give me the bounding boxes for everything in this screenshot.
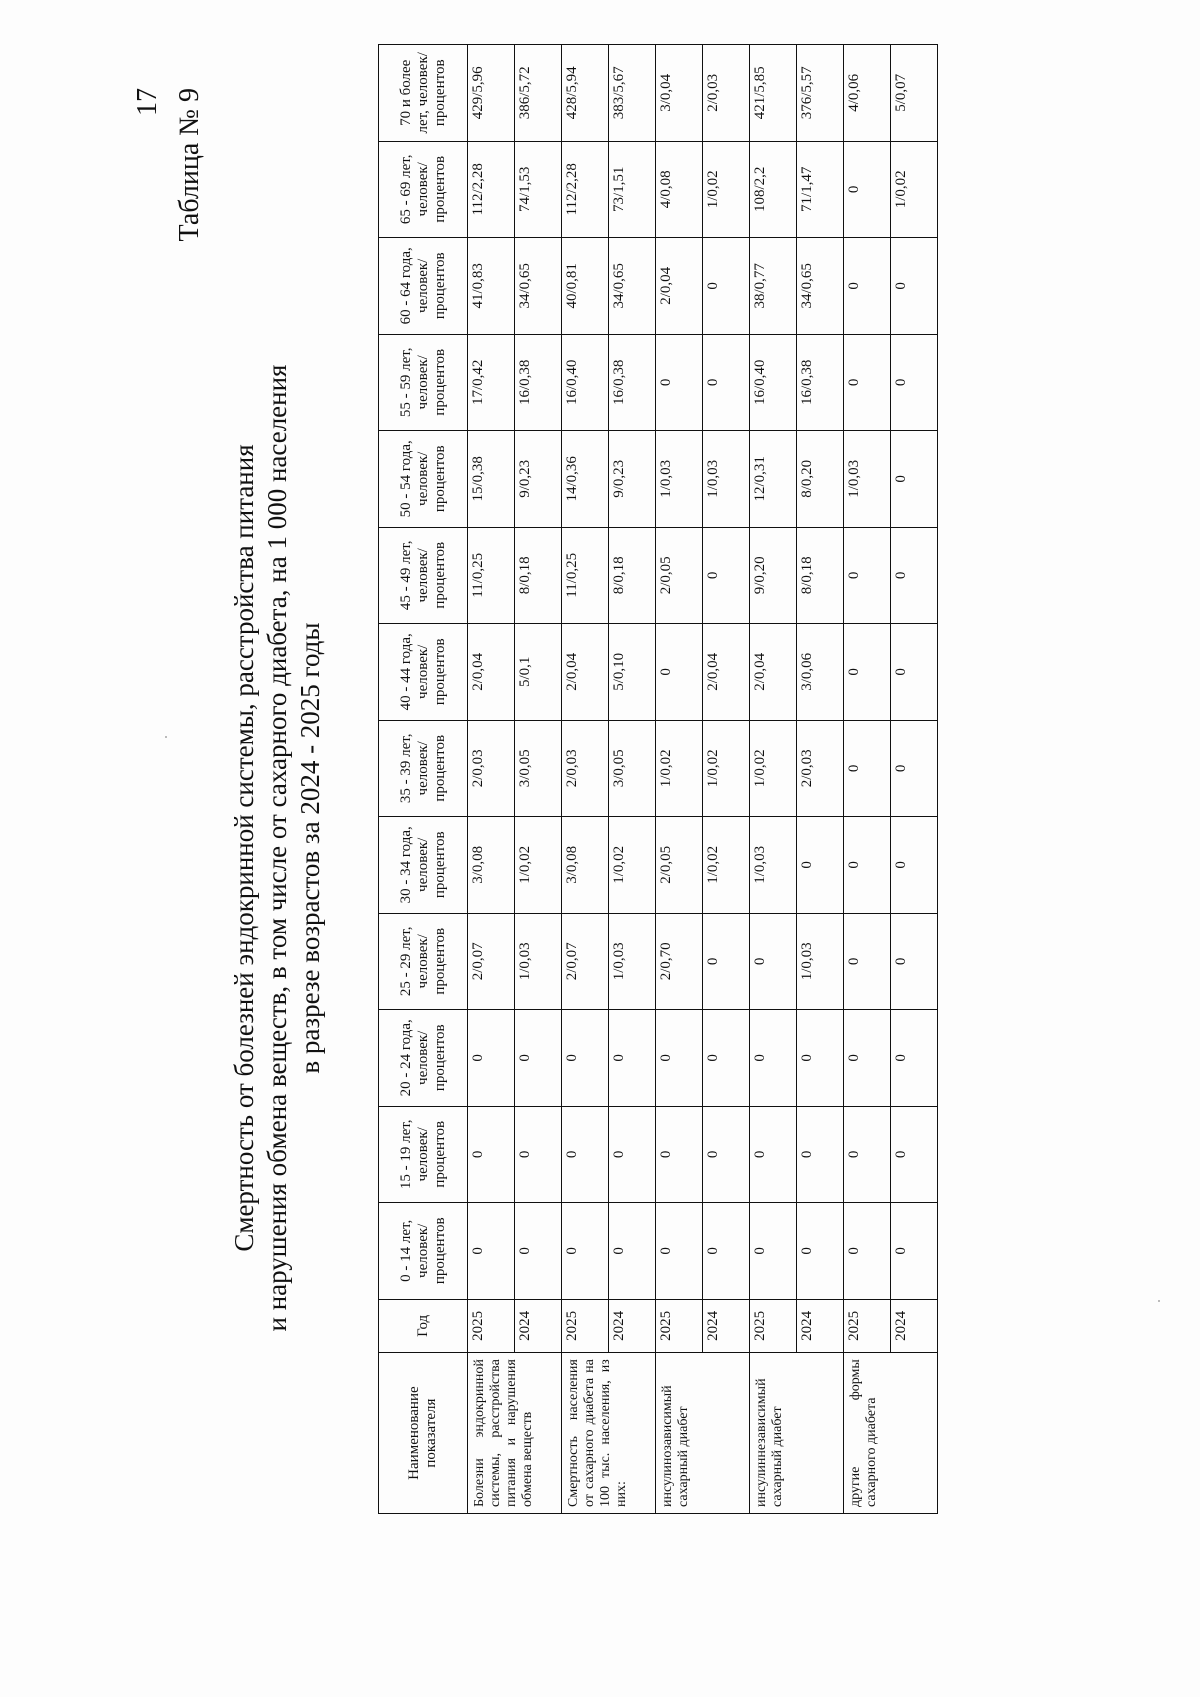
value-cell: 41/0,83 [468,238,515,335]
title-line: в разрезе возрастов за 2024 - 2025 годы [295,622,325,1074]
value-cell: 1/0,02 [515,817,562,914]
table-row [891,45,938,1514]
value-cell: 421/5,85 [750,45,797,142]
value-cell: 1/0,03 [609,913,656,1010]
value-cell: 2/0,03 [468,720,515,817]
header-age-group: 20 - 24 года, человек/ процентов [379,1010,468,1107]
value-cell: 0 [844,334,891,431]
value-cell: 0 [656,1106,703,1203]
value-cell: 0 [609,1010,656,1107]
header-age-group: 65 - 69 лет, человек/ процентов [379,141,468,238]
year-cell: 2024 [609,1299,656,1353]
value-cell: 9/0,23 [609,431,656,528]
value-cell: 0 [844,527,891,624]
value-cell: 74/1,53 [515,141,562,238]
value-cell: 0 [562,1106,609,1203]
value-cell: 0 [844,913,891,1010]
mortality-table [378,44,938,1514]
table-row [750,45,797,1514]
indicator-name-cell: инсулиннезависимый сахарный диабет [750,1353,844,1514]
value-cell: 1/0,03 [703,431,750,528]
value-cell: 0 [515,1010,562,1107]
header-age-group: 40 - 44 года, человек/ процентов [379,624,468,721]
value-cell: 14/0,36 [562,431,609,528]
scan-speck [1158,1300,1160,1302]
indicator-name-cell: Болезни эндокринной системы, расстройства питания и нарушения обмена веществ [468,1353,562,1514]
indicator-name-cell: инсулинозависимый сахарный диабет [656,1353,750,1514]
value-cell: 1/0,02 [703,141,750,238]
value-cell: 40/0,81 [562,238,609,335]
value-cell: 9/0,20 [750,527,797,624]
value-cell: 0 [562,1203,609,1300]
header-age-group: 15 - 19 лет, человек/ процентов [379,1106,468,1203]
indicator-name-cell: Смертность населения от сахарного диабета на 100 тыс. населения, из них: [562,1353,656,1514]
value-cell: 5/0,1 [515,624,562,721]
value-cell: 1/0,03 [797,913,844,1010]
header-age-group: 70 и более лет, человек/ процентов [379,45,468,142]
value-cell: 0 [891,1106,938,1203]
value-cell: 0 [656,1203,703,1300]
table-title [228,48,327,1648]
value-cell: 16/0,38 [609,334,656,431]
value-cell: 383/5,67 [609,45,656,142]
table-row [844,45,891,1514]
value-cell: 1/0,03 [750,817,797,914]
value-cell: 0 [891,334,938,431]
value-cell: 38/0,77 [750,238,797,335]
rotated-landscape-content [100,48,1100,1648]
value-cell: 0 [891,527,938,624]
table-header-row [379,45,468,1514]
value-cell: 1/0,02 [703,817,750,914]
value-cell: 12/0,31 [750,431,797,528]
value-cell: 2/0,04 [656,238,703,335]
value-cell: 0 [891,817,938,914]
header-year: Год [379,1299,468,1353]
value-cell: 0 [750,1010,797,1107]
value-cell: 2/0,70 [656,913,703,1010]
header-age-group: 45 - 49 лет, человек/ процентов [379,527,468,624]
value-cell: 8/0,20 [797,431,844,528]
table-row [797,45,844,1514]
value-cell: 0 [844,1106,891,1203]
value-cell: 1/0,03 [656,431,703,528]
value-cell: 1/0,02 [750,720,797,817]
year-cell: 2025 [844,1299,891,1353]
year-cell: 2024 [891,1299,938,1353]
value-cell: 0 [703,527,750,624]
value-cell: 1/0,02 [703,720,750,817]
value-cell: 0 [797,1203,844,1300]
value-cell: 11/0,25 [562,527,609,624]
value-cell: 0 [750,913,797,1010]
value-cell: 2/0,04 [750,624,797,721]
value-cell: 2/0,03 [703,45,750,142]
value-cell: 386/5,72 [515,45,562,142]
value-cell: 0 [656,624,703,721]
value-cell: 0 [797,1106,844,1203]
value-cell: 0 [891,1203,938,1300]
value-cell: 2/0,03 [797,720,844,817]
value-cell: 71/1,47 [797,141,844,238]
table-row [562,45,609,1514]
value-cell: 2/0,04 [703,624,750,721]
value-cell: 0 [891,238,938,335]
value-cell: 0 [844,1010,891,1107]
value-cell: 5/0,07 [891,45,938,142]
indicator-name-cell: другие формы сахарного диабета [844,1353,938,1514]
year-cell: 2024 [797,1299,844,1353]
table-row [468,45,515,1514]
table-row [703,45,750,1514]
value-cell: 0 [656,334,703,431]
value-cell: 0 [844,238,891,335]
value-cell: 0 [844,141,891,238]
value-cell: 34/0,65 [515,238,562,335]
value-cell: 0 [703,1106,750,1203]
value-cell: 108/2,2 [750,141,797,238]
value-cell: 16/0,38 [797,334,844,431]
value-cell: 0 [703,1203,750,1300]
value-cell: 0 [750,1106,797,1203]
value-cell: 1/0,03 [844,431,891,528]
value-cell: 2/0,03 [562,720,609,817]
value-cell: 8/0,18 [609,527,656,624]
value-cell: 2/0,05 [656,527,703,624]
value-cell: 0 [750,1203,797,1300]
value-cell: 3/0,04 [656,45,703,142]
value-cell: 0 [797,817,844,914]
value-cell: 4/0,06 [844,45,891,142]
value-cell: 428/5,94 [562,45,609,142]
value-cell: 0 [468,1010,515,1107]
value-cell: 4/0,08 [656,141,703,238]
value-cell: 16/0,38 [515,334,562,431]
value-cell: 112/2,28 [562,141,609,238]
table-row [656,45,703,1514]
value-cell: 0 [797,1010,844,1107]
value-cell: 8/0,18 [797,527,844,624]
header-age-group: 0 - 14 лет, человек/ процентов [379,1203,468,1300]
value-cell: 0 [609,1203,656,1300]
value-cell: 34/0,65 [797,238,844,335]
value-cell: 376/5,57 [797,45,844,142]
value-cell: 429/5,96 [468,45,515,142]
header-age-group: 30 - 34 года, человек/ процентов [379,817,468,914]
value-cell: 5/0,10 [609,624,656,721]
year-cell: 2025 [468,1299,515,1353]
value-cell: 0 [703,913,750,1010]
value-cell: 15/0,38 [468,431,515,528]
value-cell: 3/0,08 [562,817,609,914]
value-cell: 3/0,05 [515,720,562,817]
value-cell: 0 [468,1106,515,1203]
header-indicator-name: Наименование показателя [379,1353,468,1514]
value-cell: 0 [703,1010,750,1107]
value-cell: 0 [703,238,750,335]
value-cell: 3/0,08 [468,817,515,914]
value-cell: 0 [515,1203,562,1300]
year-cell: 2025 [656,1299,703,1353]
value-cell: 0 [468,1203,515,1300]
value-cell: 2/0,07 [562,913,609,1010]
value-cell: 73/1,51 [609,141,656,238]
title-line: Смертность от болезней эндокринной системы, расстройства питания [229,444,259,1252]
year-cell: 2025 [562,1299,609,1353]
value-cell: 9/0,23 [515,431,562,528]
value-cell: 0 [844,720,891,817]
header-age-group: 60 - 64 года, человек/ процентов [379,238,468,335]
value-cell: 2/0,04 [468,624,515,721]
table-row [609,45,656,1514]
value-cell: 2/0,04 [562,624,609,721]
value-cell: 3/0,05 [609,720,656,817]
value-cell: 3/0,06 [797,624,844,721]
header-age-group: 35 - 39 лет, человек/ процентов [379,720,468,817]
value-cell: 34/0,65 [609,238,656,335]
value-cell: 0 [891,720,938,817]
value-cell: 1/0,02 [656,720,703,817]
value-cell: 17/0,42 [468,334,515,431]
page-number: 17 [132,88,163,116]
value-cell: 0 [609,1106,656,1203]
value-cell: 8/0,18 [515,527,562,624]
value-cell: 0 [891,913,938,1010]
value-cell: 0 [844,624,891,721]
value-cell: 0 [891,1010,938,1107]
table-label: Таблица № 9 [174,88,205,242]
value-cell: 16/0,40 [562,334,609,431]
header-age-group: 50 - 54 года, человек/ процентов [379,431,468,528]
title-line: и нарушения обмена веществ, в том числе от сахарного диабета, на 1 000 населения [262,364,292,1332]
value-cell: 2/0,07 [468,913,515,1010]
table-row [515,45,562,1514]
value-cell: 11/0,25 [468,527,515,624]
year-cell: 2025 [750,1299,797,1353]
value-cell: 0 [703,334,750,431]
value-cell: 0 [891,624,938,721]
value-cell: 112/2,28 [468,141,515,238]
value-cell: 0 [844,1203,891,1300]
value-cell: 0 [656,1010,703,1107]
table-body [468,45,938,1514]
value-cell: 1/0,02 [609,817,656,914]
header-age-group: 25 - 29 лет, человек/ процентов [379,913,468,1010]
value-cell: 16/0,40 [750,334,797,431]
value-cell: 0 [562,1010,609,1107]
value-cell: 1/0,02 [891,141,938,238]
value-cell: 0 [844,817,891,914]
year-cell: 2024 [703,1299,750,1353]
value-cell: 1/0,03 [515,913,562,1010]
value-cell: 0 [891,431,938,528]
header-age-group: 55 - 59 лет, человек/ процентов [379,334,468,431]
year-cell: 2024 [515,1299,562,1353]
value-cell: 0 [515,1106,562,1203]
value-cell: 2/0,05 [656,817,703,914]
